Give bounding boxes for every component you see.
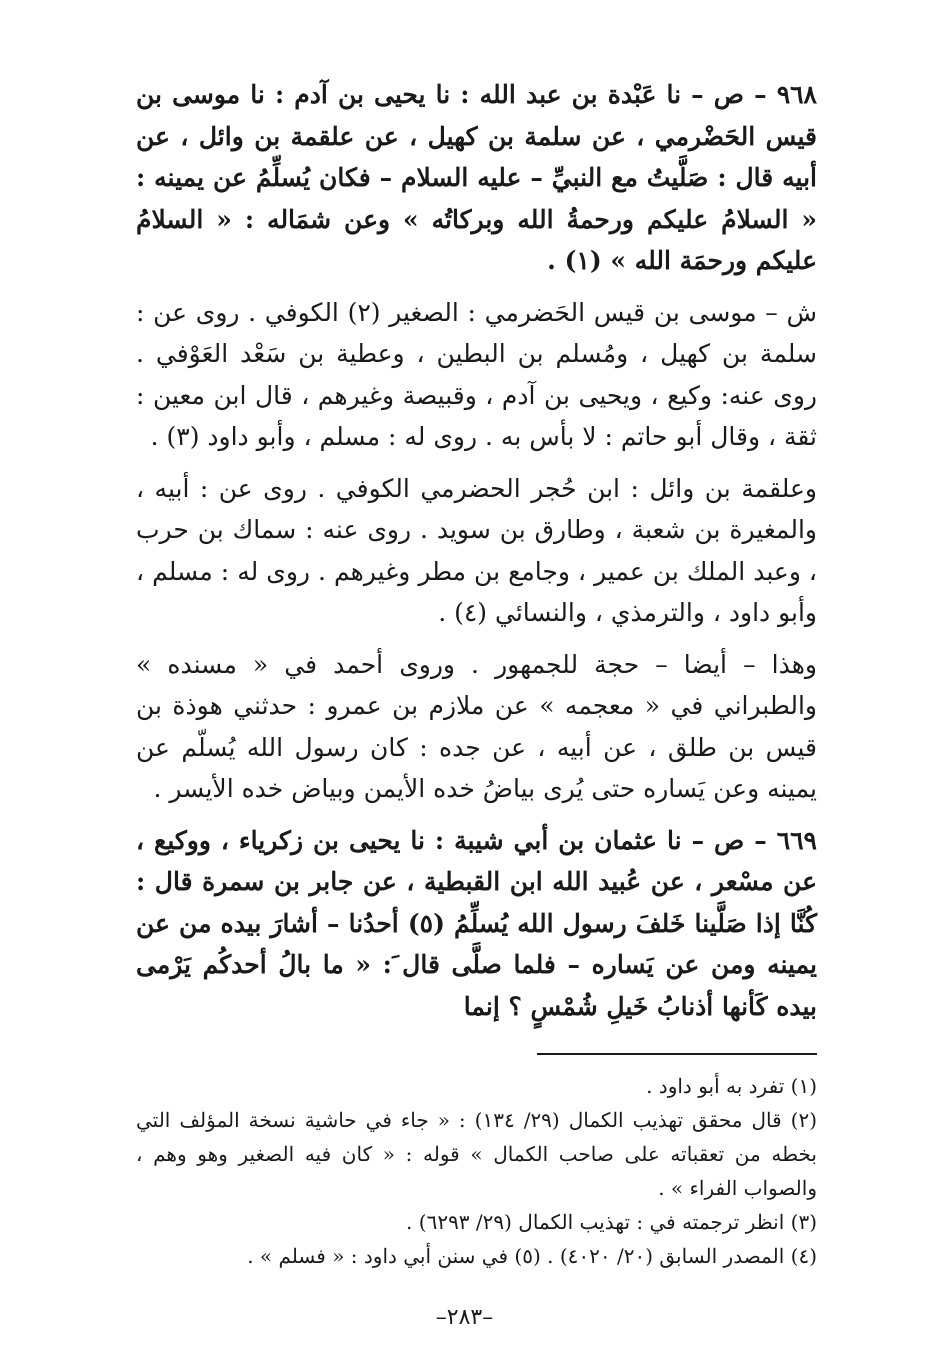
footnote-5: (٥) في سنن أبي داود : « فسلم » . — [247, 1244, 541, 1268]
footnote-row-4-5 — [136, 1239, 817, 1273]
footnote-3: (٣) انظر ترجمته في : تهذيب الكمال (٢٩/ ٦٢٩٣) . — [406, 1210, 817, 1234]
footnote-2: (٢) قال محقق تهذيب الكمال (٢٩/ ١٣٤) : « جاء في حاشية نسخة المؤلف التي بخطه من تعقباته على صاحب الكمال » قوله : « كان فيه الصغير وهو وهم ، والصواب الفراء » . — [136, 1108, 817, 1200]
footnote-1: (١) تفرد به أبو داود . — [646, 1074, 817, 1098]
hadith-968-text: ٩٦٨ – ص – نا عَبْدة بن عبد الله : نا يحيى بن آدم : نا موسى بن قيس الحَضْرمي ، عن سلمة بن كهيل ، عن علقمة بن وائل ، عن أبيه قال : صَلَّيتُ مع النبيِّ – عليه السلام – فكان يُسلِّمُ عن يمينه : « السلامُ عليكم ورحمةُ الله وبركاتُه » وعن شمَاله : « السلامُ عليكم ورحمَة الله » (١) . — [136, 80, 817, 275]
footnote-4: (٤) المصدر السابق (٢٠/ ٤٠٢٠) . — [547, 1244, 817, 1268]
commentary-jumhur-evidence: وهذا – أيضا – حجة للجمهور . وروى أحمد في « مسنده » والطبراني في « معجمه » عن ملازم بن عمرو : حدثني هوذة بن قيس بن طلق ، عن أبيه ، عن جده : كان رسول الله يُسلّم عن يمينه وعن يَساره حتى يُرى بياضُ خده الأيمن وبياض خده الأيسر . — [136, 649, 817, 803]
commentary-alqama-ibn-wail: وعلقمة بن وائل : ابن حُجر الحضرمي الكوفي . روى عن : أبيه ، والمغيرة بن شعبة ، وطارق بن سويد . روى عنه : سماك بن حرب ، وعبد الملك بن عمير ، وجامع بن مطر وغيرهم . روى له : مسلم ، وأبو داود ، والترمذي ، والنسائي (٤) . — [136, 473, 817, 627]
footnote-separator — [537, 1053, 817, 1055]
page-number: –٢٨٣– — [435, 1305, 494, 1330]
footnotes — [136, 1069, 817, 1273]
hadith-669-text: ٦٦٩ – ص – نا عثمان بن أبي شيبة : نا يحيى بن زكرياء ، ووكيع ، عن مسْعر ، عن عُبيد الله ابن القبطية ، عن جابر بن سمرة قال : كُنَّا إذا صَلَّينا خَلفَ رسول الله يُسلِّمُ (٥) أحدُنا – أشارَ بيده من عن يمينه ومن عن يَساره – فلما صلَّى قال َ: « ما بالُ أحدكُم يَرْمى بيده كَأنها أذنابُ خَيلِ شُمْسٍ ؟ إنما — [136, 825, 817, 1021]
commentary-musa-ibn-qays: ش – موسى بن قيس الحَضرمي : الصغير (٢) الكوفي . روى عن : سلمة بن كهيل ، ومُسلم بن البطين ، وعطية بن سَعْد العَوْفي . روى عنه: وكيع ، ويحيى بن آدم ، وقبيصة وغيرهم ، قال ابن معين : ثقة ، وقال أبو حاتم : لا بأس به . روى له : مسلم ، وأبو داود (٣) . — [136, 297, 817, 451]
